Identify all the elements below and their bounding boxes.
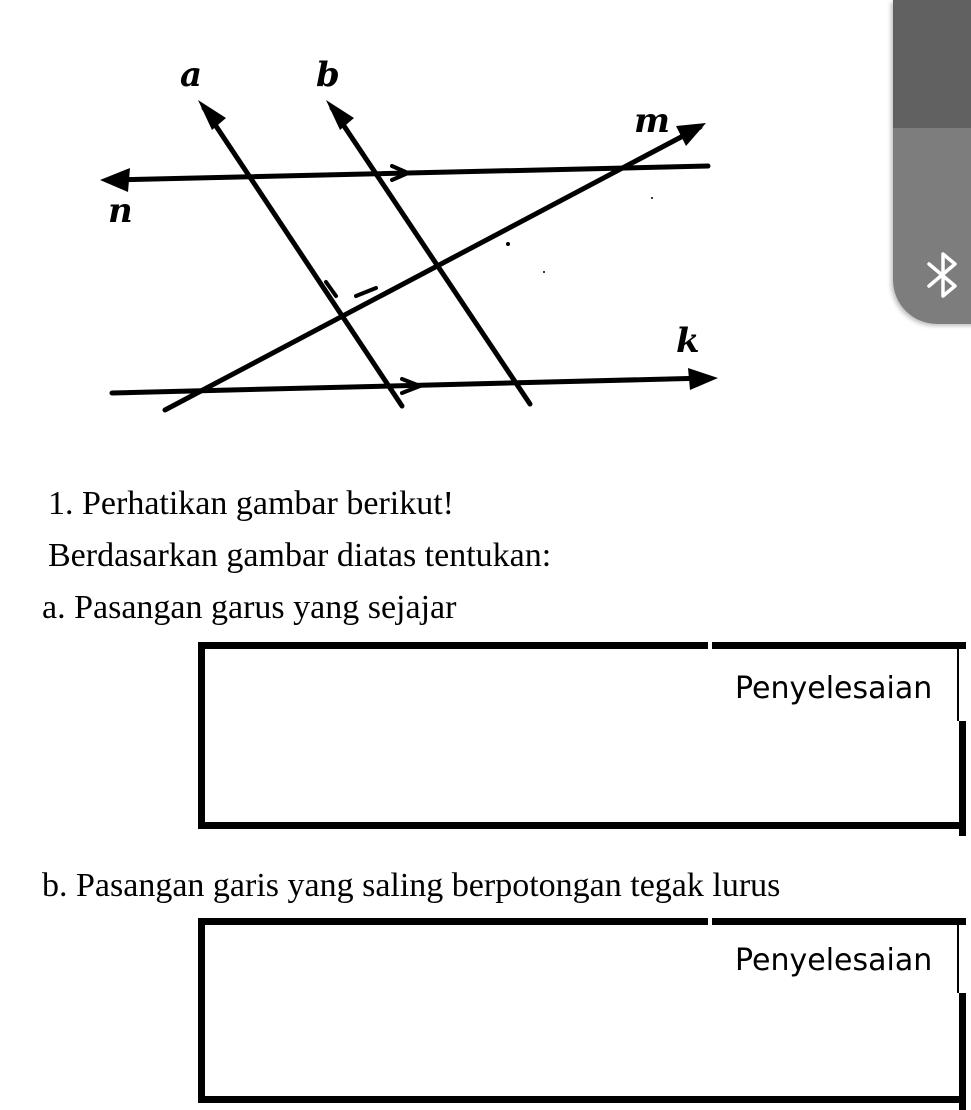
side-panel-top <box>893 0 971 128</box>
answer-box-b[interactable] <box>198 918 966 1103</box>
label-b: b <box>316 55 340 95</box>
arrow-b <box>326 100 354 130</box>
question-part-b: b. Pasangan garis yang saling berpotongan tegak lurus <box>42 867 781 904</box>
arrow-k <box>688 368 718 390</box>
lines-figure <box>0 0 760 440</box>
label-k: k <box>676 321 700 361</box>
answer-label-a: Penyelesaian <box>735 671 933 706</box>
answer-input-b[interactable] <box>215 1005 926 1088</box>
arrow-n <box>100 168 130 192</box>
arrow-a <box>198 100 226 130</box>
side-panel <box>893 0 971 324</box>
label-m: m <box>634 101 670 141</box>
question-instruction: Berdasarkan gambar diatas tentukan: <box>48 537 552 574</box>
answer-input-a[interactable] <box>215 729 926 814</box>
line-a <box>204 108 402 406</box>
line-b <box>332 108 530 404</box>
label-a: a <box>180 55 203 95</box>
answer-label-b: Penyelesaian <box>735 943 933 978</box>
question-part-a: a. Pasangan garus yang sejajar <box>42 589 457 626</box>
bluetooth-icon[interactable] <box>923 250 963 300</box>
arrow-m <box>676 123 706 146</box>
label-n: n <box>108 191 133 231</box>
question-title: 1. Perhatikan gambar berikut! <box>48 485 454 522</box>
answer-box-a[interactable] <box>198 642 966 829</box>
side-panel-bottom <box>893 128 971 324</box>
